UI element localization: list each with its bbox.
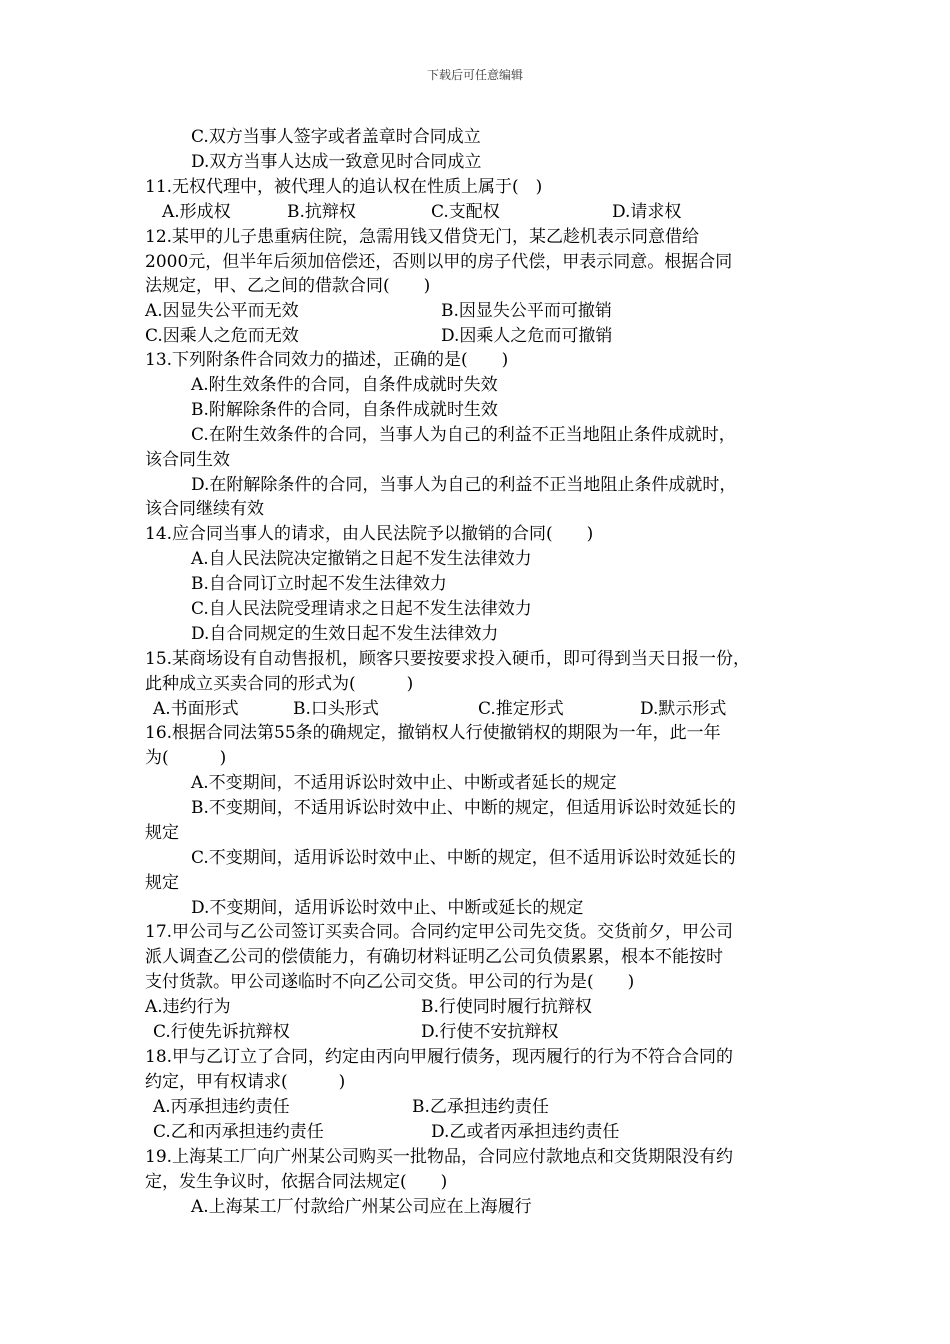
q12-option-c: C.因乘人之危而无效 bbox=[145, 326, 299, 346]
q12-stem-line-1: 12.某甲的儿子患重病住院，急需用钱又借贷无门，某乙趁机表示同意借给 bbox=[145, 227, 700, 247]
q13-option-d-line-1: D.在附解除条件的合同，当事人为自己的利益不正当地阻止条件成就时， bbox=[191, 475, 737, 495]
q14-option-d: D.自合同规定的生效日起不发生法律效力 bbox=[191, 624, 499, 644]
q14-option-b: B.自合同订立时起不发生法律效力 bbox=[191, 574, 447, 594]
q11-option-d: D.请求权 bbox=[612, 202, 682, 222]
q10-option-c: C.双方当事人签字或者盖章时合同成立 bbox=[191, 127, 481, 147]
q12-option-b: B.因显失公平而可撤销 bbox=[441, 301, 612, 321]
q17-stem-line-2: 派人调查乙公司的偿债能力，有确切材料证明乙公司负债累累，根本不能按时 bbox=[145, 947, 723, 967]
q18-option-a: A.丙承担违约责任 bbox=[153, 1097, 290, 1117]
q16-option-c-line-2: 规定 bbox=[145, 873, 179, 893]
q14-stem: 14.应合同当事人的请求，由人民法院予以撤销的合同( ) bbox=[145, 524, 594, 544]
q17-option-a: A.违约行为 bbox=[145, 997, 231, 1017]
q17-stem-line-3: 支付货款。甲公司遂临时不向乙公司交货。甲公司的行为是( ) bbox=[145, 972, 635, 992]
q16-option-a: A.不变期间，不适用诉讼时效中止、中断或者延长的规定 bbox=[191, 773, 617, 793]
q13-stem: 13.下列附条件合同效力的描述，正确的是( ) bbox=[145, 350, 509, 370]
page-header: 下载后可任意编辑 bbox=[426, 68, 523, 82]
q11-option-a: A.形成权 bbox=[162, 202, 231, 222]
q18-option-b: B.乙承担违约责任 bbox=[412, 1097, 549, 1117]
q11-option-b: B.抗辩权 bbox=[287, 202, 356, 222]
q11-stem: 11.无权代理中，被代理人的追认权在性质上属于( ) bbox=[145, 177, 543, 197]
q12-stem-line-3: 法规定，甲、乙之间的借款合同( ) bbox=[145, 276, 431, 296]
q10-option-d: D.双方当事人达成一致意见时合同成立 bbox=[191, 152, 482, 172]
q13-option-c-line-2: 该合同生效 bbox=[145, 450, 230, 470]
q13-option-d-line-2: 该合同继续有效 bbox=[145, 499, 264, 519]
q16-option-b-line-1: B.不变期间，不适用诉讼时效中止、中断的规定，但适用诉讼时效延长的 bbox=[191, 798, 736, 818]
q13-option-c-line-1: C.在附生效条件的合同，当事人为自己的利益不正当地阻止条件成就时， bbox=[191, 425, 736, 445]
q17-option-c: C.行使先诉抗辩权 bbox=[153, 1022, 290, 1042]
q13-option-b: B.附解除条件的合同，自条件成就时生效 bbox=[191, 400, 498, 420]
q16-option-d: D.不变期间，适用诉讼时效中止、中断或延长的规定 bbox=[191, 898, 584, 918]
q15-stem-line-1: 15.某商场设有自动售报机，顾客只要按要求投入硬币，即可得到当天日报一份， bbox=[145, 649, 751, 669]
q12-stem-line-2: 2000元，但半年后须加倍偿还，否则以甲的房子代偿，甲表示同意。根据合同 bbox=[145, 252, 733, 272]
q16-stem-line-2: 为( ) bbox=[145, 748, 227, 768]
q18-stem-line-2: 约定，甲有权请求( ) bbox=[145, 1072, 346, 1092]
q17-stem-line-1: 17.甲公司与乙公司签订买卖合同。合同约定甲公司先交货。交货前夕，甲公司 bbox=[145, 922, 734, 942]
q18-option-d: D.乙或者丙承担违约责任 bbox=[431, 1122, 620, 1142]
q12-option-d: D.因乘人之危而可撤销 bbox=[441, 326, 613, 346]
q19-stem-line-1: 19.上海某工厂向广州某公司购买一批物品，合同应付款地点和交货期限没有约 bbox=[145, 1147, 734, 1167]
q15-stem-line-2: 此种成立买卖合同的形式为( ) bbox=[145, 674, 414, 694]
q16-option-c-line-1: C.不变期间，适用诉讼时效中止、中断的规定，但不适用诉讼时效延长的 bbox=[191, 848, 736, 868]
q15-option-c: C.推定形式 bbox=[478, 699, 564, 719]
q17-option-b: B.行使同时履行抗辩权 bbox=[421, 997, 592, 1017]
q14-option-a: A.自人民法院决定撤销之日起不发生法律效力 bbox=[191, 549, 532, 569]
q15-option-d: D.默示形式 bbox=[640, 699, 727, 719]
q12-option-a: A.因显失公平而无效 bbox=[145, 301, 299, 321]
q16-stem-line-1: 16.根据合同法第55条的确规定，撤销权人行使撤销权的期限为一年，此一年 bbox=[145, 723, 721, 743]
q18-stem-line-1: 18.甲与乙订立了合同，约定由丙向甲履行债务，现丙履行的行为不符合合同的 bbox=[145, 1047, 734, 1067]
q19-option-a: A.上海某工厂付款给广州某公司应在上海履行 bbox=[191, 1197, 532, 1217]
q15-option-b: B.口头形式 bbox=[293, 699, 379, 719]
q19-stem-line-2: 定，发生争议时，依据合同法规定( ) bbox=[145, 1172, 448, 1192]
q13-option-a: A.附生效条件的合同，自条件成就时失效 bbox=[191, 375, 498, 395]
q18-option-c: C.乙和丙承担违约责任 bbox=[153, 1122, 324, 1142]
q15-option-a: A.书面形式 bbox=[153, 699, 239, 719]
q16-option-b-line-2: 规定 bbox=[145, 823, 179, 843]
q11-option-c: C.支配权 bbox=[431, 202, 500, 222]
q14-option-c: C.自人民法院受理请求之日起不发生法律效力 bbox=[191, 599, 532, 619]
q17-option-d: D.行使不安抗辩权 bbox=[421, 1022, 559, 1042]
